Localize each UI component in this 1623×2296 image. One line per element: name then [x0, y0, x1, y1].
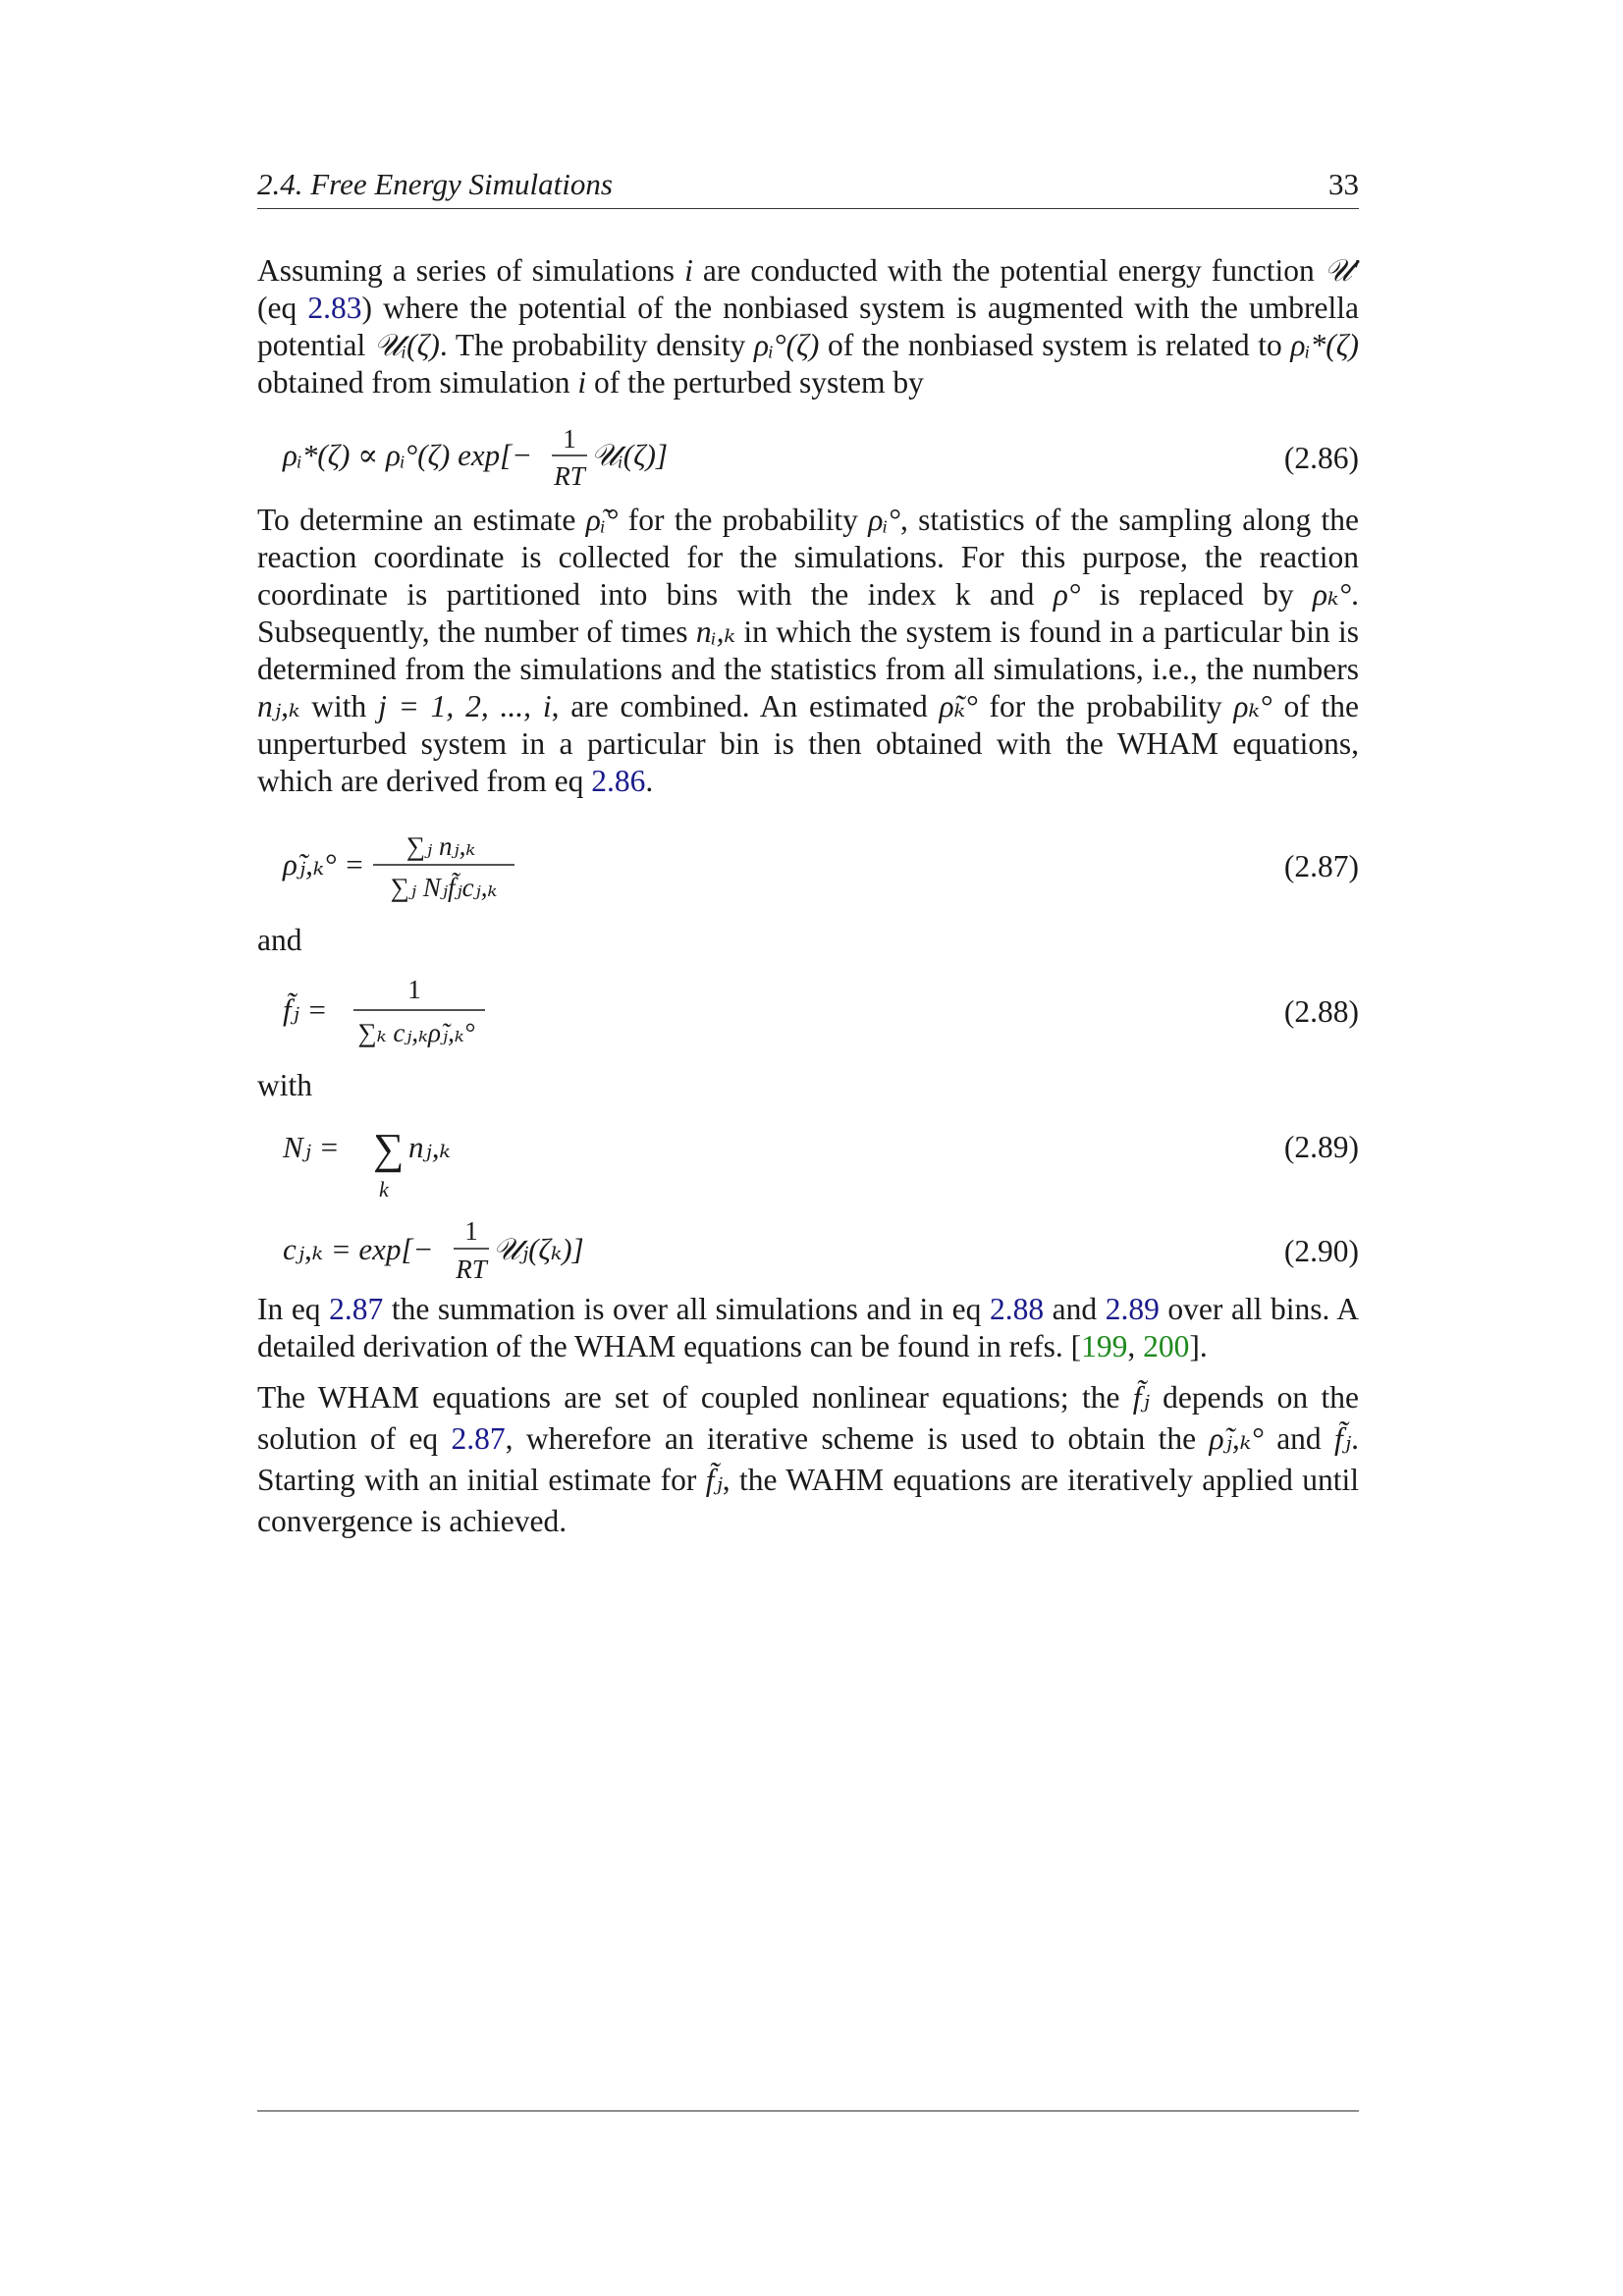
page-body	[257, 167, 1359, 1542]
svg-text:𝒰ⱼ(ζₖ)]: 𝒰ⱼ(ζₖ)]	[493, 1232, 584, 1266]
svg-text:f̃ⱼ =: f̃ⱼ =	[283, 992, 328, 1027]
equation-number: (2.88)	[1283, 994, 1359, 1029]
citation-200[interactable]: 200	[1143, 1329, 1190, 1363]
equation-2-86	[257, 423, 1359, 492]
eq-ref-2-86[interactable]: 2.86	[591, 764, 646, 798]
equation-number: (2.86)	[1283, 441, 1359, 475]
connector-with: with	[257, 1068, 313, 1102]
paragraph-3: In eq 2.87 the summation is over all simulations and in eq 2.88 and 2.89 over all bins. A detailed derivation of the WHAM equations can be found in refs. [199, 200].	[257, 1292, 1359, 1363]
page-number: 33	[1328, 167, 1359, 201]
svg-text:1: 1	[464, 1216, 478, 1246]
svg-text:∑ₖ cⱼ,ₖρ̃ⱼ,ₖ°: ∑ₖ cⱼ,ₖρ̃ⱼ,ₖ°	[357, 1018, 475, 1047]
svg-text:∑ⱼ nⱼ,ₖ: ∑ⱼ nⱼ,ₖ	[406, 831, 476, 861]
equation-2-89	[257, 1120, 1359, 1204]
equation-number: (2.90)	[1283, 1234, 1359, 1268]
svg-text:𝒰ᵢ(ζ)]: 𝒰ᵢ(ζ)]	[591, 438, 669, 472]
eq-ref-2-89[interactable]: 2.89	[1105, 1292, 1160, 1326]
equation-2-87	[257, 828, 1359, 906]
eq-ref-2-87[interactable]: 2.87	[329, 1292, 384, 1326]
svg-text:1: 1	[407, 975, 421, 1004]
svg-text:1: 1	[563, 424, 576, 454]
paragraph-1: Assuming a series of simulations i are conducted with the potential energy function 𝒰′ (eq 2.83) where the potential of the nonbiased system is augmented with the umbrella potential 𝒰ᵢ(ζ). The probability density ρᵢ°(ζ) of the nonbiased system is related to ρᵢ*(ζ) obtained from simulation i of the perturbed system by	[257, 253, 1360, 400]
svg-text:RT: RT	[456, 1255, 487, 1284]
section-title: 2.4. Free Energy Simulations	[257, 167, 613, 201]
equation-2-88-formula	[257, 973, 945, 1055]
svg-text:k: k	[379, 1177, 389, 1201]
eq-ref-2-83[interactable]: 2.83	[307, 291, 362, 325]
equation-2-90	[257, 1216, 1359, 1291]
equation-number: (2.89)	[1283, 1130, 1359, 1164]
equation-number: (2.87)	[1283, 849, 1359, 883]
running-header	[257, 167, 1359, 209]
connector-and: and	[257, 923, 302, 957]
equation-2-89-formula	[257, 1120, 945, 1204]
equation-2-86-formula	[257, 423, 945, 492]
citation-199[interactable]: 199	[1081, 1329, 1128, 1363]
svg-text:∑: ∑	[373, 1125, 405, 1173]
svg-text:nⱼ,ₖ: nⱼ,ₖ	[408, 1130, 451, 1164]
footer-rule	[257, 2110, 1359, 2111]
svg-text:Nⱼ =: Nⱼ =	[283, 1130, 340, 1164]
svg-text:RT: RT	[554, 461, 585, 491]
equation-2-88	[257, 973, 1359, 1055]
equation-2-87-formula	[257, 828, 945, 906]
paragraph-4: The WHAM equations are set of coupled nonlinear equations; the f̃ⱼ depends on the solution of eq 2.87, wherefore an iterative scheme is used to obtain the ρ̃ⱼ,ₖ° and f̃ⱼ. Starting with an initial estimate for f̃ⱼ, the WAHM equations are iteratively applied until convergence is achieved.	[257, 1380, 1360, 1538]
svg-text:cⱼ,ₖ = exp[−: cⱼ,ₖ = exp[−	[283, 1232, 434, 1266]
paragraph-2: To determine an estimate ρ̃ᵢ° for the probability ρᵢ°, statistics of the sampling along the reaction coordinate is collected for the simulations. For this purpose, the reaction coordinate is partitioned into bins with the index k and ρ° is replaced by ρₖ°. Subsequently, the number of times nᵢ,ₖ in which the system is found in a particular bin is determined from the simulations and the statistics from all simulations, i.e., the numbers nⱼ,ₖ with j = 1, 2, ..., i, are combined. An estimated ρ̃ₖ° for the probability ρₖ° of the unperturbed system in a particular bin is then obtained with the WHAM equations, which are derived from eq 2.86.	[257, 503, 1360, 798]
eq-ref-2-87-b[interactable]: 2.87	[451, 1421, 506, 1456]
svg-text:∑ⱼ Nⱼf̃ⱼcⱼ,ₖ: ∑ⱼ Nⱼf̃ⱼcⱼ,ₖ	[390, 873, 498, 902]
svg-text:ρᵢ*(ζ) ∝ ρᵢ°(ζ) exp[−: ρᵢ*(ζ) ∝ ρᵢ°(ζ) exp[−	[283, 438, 533, 472]
eq-ref-2-88[interactable]: 2.88	[989, 1292, 1045, 1326]
equation-2-90-formula	[257, 1216, 945, 1291]
svg-text:ρ̃ⱼ,ₖ° =: ρ̃ⱼ,ₖ° =	[283, 847, 365, 881]
